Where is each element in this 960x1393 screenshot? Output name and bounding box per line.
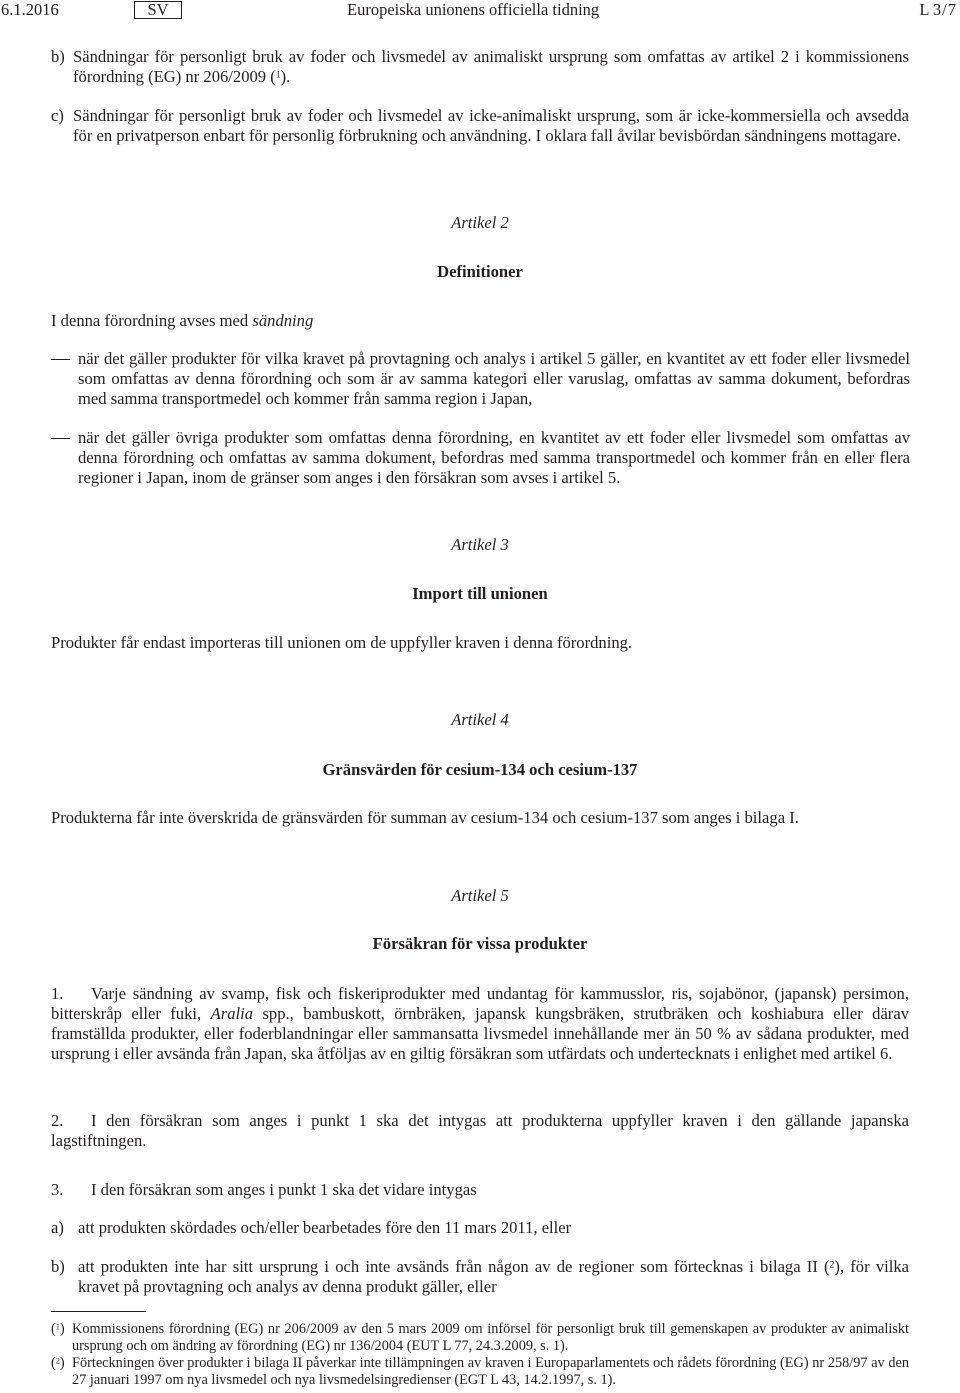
paren: ) <box>59 1321 65 1337</box>
footnote-number: 1 <box>55 1322 60 1332</box>
footnote-text: Förteckningen över produkter i bilaga II påverkar inte tillämpningen av kraven i Europaparlamentets och rådets förordning (EG) nr 258/97 av den 27 januari 1997 om nya livsmedel och nya livsmedelsingredienser (EGT L 43, 14.2.1997, s. 1). <box>72 1355 909 1388</box>
definition-item <box>51 349 910 409</box>
article-5-number: Artikel 5 <box>451 886 509 905</box>
paragraph-2 <box>51 1111 909 1151</box>
list-text: att produkten skördades och/eller bearbetades före den 11 mars 2011, eller <box>78 1218 572 1237</box>
text-segment: att produkten inte har sitt ursprung i och inte avsänds från någon av de regioner som förtecknas i bilaga II ( <box>78 1257 830 1276</box>
definition-text: när det gäller produkter för vilka kravet på provtagning och analys i artikel 5 gäller, en kvantitet av ett foder eller livsmedel som omfattas av denna förordning och som är av samma kategori eller varuslag, omfattas av samma dokument, befordras med samma transportmedel och kommer från samma region i Japan, <box>78 349 910 408</box>
article-3-text: Produkter får endast importeras till unionen om de uppfyller kraven i denna förordning. <box>51 633 633 652</box>
text-segment: spp., bambuskott, örnbräken, japansk kungsbräken, strutbräken och koshiabura eller därav framställda produkter, eller foderblandningar eller sammansatta livsmedel innehållande mer än 50 % av sådana produkter, med ursprung i eller avsända från Japan, ska åtföljas av en giltig försäkran som utfärdats och undertecknats i enlighet med artikel 6. <box>51 1004 909 1063</box>
article-4-number: Artikel 4 <box>451 710 509 729</box>
sub-item-b <box>51 1257 909 1297</box>
text-segment: Varje sändning av svamp, fisk och fiskeriprodukter med undantag för kammusslor, ris, sojabönor, (japansk) persimon, bitterskråp eller fuki, <box>51 984 909 1023</box>
footnote-separator <box>51 1311 146 1312</box>
article-2-intro <box>51 311 909 331</box>
paragraph-number: 3. <box>51 1180 64 1199</box>
footnote-label <box>51 1355 72 1389</box>
article-2-title: Definitioner <box>437 262 523 281</box>
page-total: 7 <box>947 0 956 19</box>
list-label: a) <box>51 1218 64 1237</box>
paren: ) <box>59 1355 65 1371</box>
list-label: c) <box>51 106 64 125</box>
list-text <box>78 1257 909 1297</box>
footnote-2 <box>51 1355 909 1389</box>
paragraph-1 <box>51 984 909 1064</box>
footnote-label <box>51 1321 72 1355</box>
text-segment: I den försäkran som anges i punkt 1 ska det intygas att produkterna uppfyller kraven i den gällande japanska lagstiftningen. <box>51 1111 909 1150</box>
definition-text: när det gäller övriga produkter som omfattas denna förordning, en kvantitet av ett foder eller livsmedel som omfattas av denna förordning och omfattas av samma dokument, befordras med samma transportmedel och kommer från en eller flera regioner i Japan, inom de gränser som anges i den försäkran som avses i artikel 5. <box>78 428 910 487</box>
journal-title: Europeiska unionens officiella tidning <box>347 0 600 19</box>
paren: ( <box>51 1321 56 1337</box>
text-segment: I denna förordning avses med <box>51 311 249 330</box>
footnote-1 <box>51 1321 909 1355</box>
list-text <box>73 47 909 87</box>
page-reference <box>919 0 956 20</box>
footnote-text: Kommissionens förordning (EG) nr 206/2009 av den 5 mars 2009 om införsel för personligt bruk till gemenskapen av produkter av animaliskt ursprung och om ändring av förordning (EG) nr 136/2004 (EUT L 77, 24.3.2009, s. 1). <box>72 1321 909 1354</box>
definition-item <box>51 428 910 488</box>
text-segment: I den försäkran som anges i punkt 1 ska det vidare intygas <box>91 1180 477 1199</box>
defined-term: sändning <box>252 311 314 330</box>
list-item-c <box>51 106 909 146</box>
paragraph-number: 1. <box>51 984 64 1003</box>
paren: ( <box>51 1355 56 1371</box>
text-segment: Sändningar för personligt bruk av foder och livsmedel av animaliskt ursprung som omfattas av artikel 2 i kommissionens förordning (EG) nr 206/2009 ( <box>73 47 909 86</box>
series-code: L <box>919 0 929 19</box>
article-4-text: Produkterna får inte överskrida de gränsvärden för summan av cesium-134 och cesium-137 som anges i bilaga I. <box>51 808 799 827</box>
footnote-number: 2 <box>55 1356 60 1366</box>
article-2-number: Artikel 2 <box>451 213 509 232</box>
paragraph-number: 2. <box>51 1111 64 1130</box>
paragraph-3 <box>51 1180 909 1200</box>
list-text: Sändningar för personligt bruk av foder och livsmedel av icke-animaliskt ursprung, som är icke-kommersiella och avsedda för en privatperson enbart för personlig förbrukning och användning. I oklara fall åvilar bevisbördan sändningens mottagare. <box>73 106 909 145</box>
article-3-number: Artikel 3 <box>451 535 509 554</box>
page-number: 3 <box>932 0 942 19</box>
species-name: Aralia <box>210 1004 254 1023</box>
text-segment: ). <box>280 67 291 86</box>
list-label: b) <box>51 47 65 66</box>
language-badge: SV <box>134 1 182 19</box>
publication-date: 6.1.2016 <box>1 0 59 19</box>
footnote-ref: 1 <box>275 69 281 81</box>
sub-item-a <box>51 1218 909 1238</box>
dash-marker <box>51 428 78 488</box>
article-5-title: Försäkran för vissa produkter <box>372 934 588 953</box>
dash-marker <box>51 349 78 409</box>
text-segment: ), för vilka kravet på provtagning och analys av denna produkt gäller, eller <box>78 1257 909 1296</box>
page-header <box>0 0 960 20</box>
page-separator: / <box>942 0 947 19</box>
list-label: b) <box>51 1257 65 1276</box>
list-item-b <box>51 47 909 87</box>
article-3-title: Import till unionen <box>412 584 548 603</box>
article-4-title: Gränsvärden för cesium-134 och cesium-137 <box>322 760 638 779</box>
footnote-ref: 2 <box>829 1259 835 1271</box>
